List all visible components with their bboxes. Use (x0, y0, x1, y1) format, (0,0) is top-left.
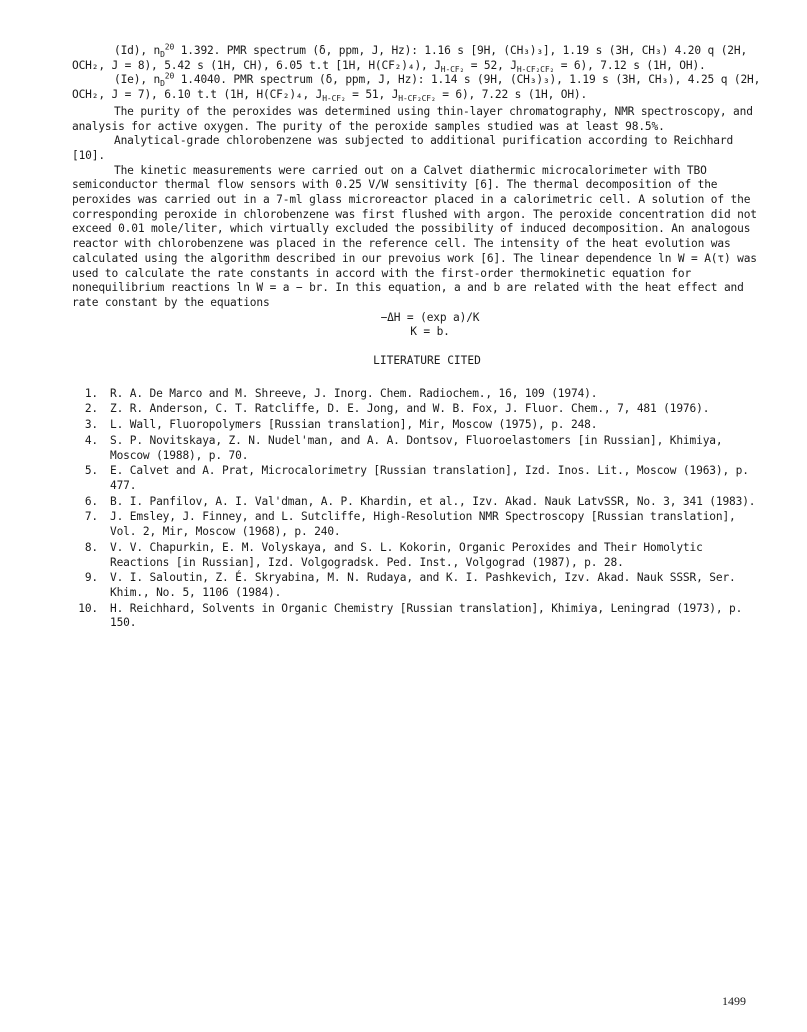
reference-text: E. Calvet and A. Prat, Microcalorimetry [Russian translation], Izd. Inos. Lit., Moscow (1963), p. 477. (110, 464, 749, 492)
reference-item (72, 418, 762, 433)
reference-item (72, 387, 762, 402)
reference-item (72, 402, 762, 417)
reference-text: V. V. Chapurkin, E. M. Volyskaya, and S. L. Kokorin, Organic Peroxides and Their Homolytic Reactions [in Russian], Izd. Volgogradsk. Ped. Inst., Volgograd (1987), p. 28. (110, 540, 703, 569)
reference-number: 6. (84, 494, 98, 508)
purity-paragraph: The purity of the peroxides was determined using thin-layer chromatography, NMR spectroscopy, and analysis for active oxygen. The purity of the peroxide samples studied was at least 98.5%. (72, 104, 753, 133)
compound-id-end: = 6), 7.12 s (1H, OH). (554, 58, 706, 72)
reference-number: 4. (84, 433, 98, 447)
reference-item (72, 434, 762, 463)
reference-text: H. Reichhard, Solvents in Organic Chemistry [Russian translation], Khimiya, Leningrad (1973), p. 150. (110, 601, 743, 630)
reference-item (72, 541, 762, 570)
reference-number: 9. (84, 571, 98, 585)
coupling-subscript: H-CF₂CF₂ (516, 64, 555, 74)
page-body (72, 44, 762, 632)
reference-number: 2. (84, 402, 98, 416)
coupling-subscript: H-CF₂ (322, 94, 346, 104)
reference-item (72, 571, 762, 600)
refractive-superscript: 20 (164, 42, 175, 52)
reference-text: R. A. De Marco and M. Shreeve, J. Inorg. Chem. Radiochem., 16, 109 (1974). (110, 386, 598, 400)
compound-id-coupling: = 52, J (464, 58, 517, 72)
reference-number: 5. (84, 464, 98, 478)
refractive-superscript: 20 (164, 71, 175, 81)
reference-item (72, 495, 762, 510)
equation-rate-constant: K = b. (410, 325, 450, 339)
kinetics-paragraph: The kinetic measurements were carried out on a Calvet diathermic microcalorimeter with TBO semiconductor thermal flow sensors with 0.25 V/W sensitivity [6]. The thermal decomposition of the peroxides was carried out in a 7-ml glass microreactor placed in a calorimetric cell. A solution of the corresponding peroxide in chlorobenzene was first flushed with argon. The peroxide concentration did not exceed 0.01 mole/liter, which virtually excluded the possibility of induced decomposition. An analogous reactor with chlorobenzene was placed in the reference cell. The intensity of the heat evolution was calculated using the algorithm described in our prevoius work [6]. The linear dependence ln W = A(τ) was used to calculate the rate constants in accord with the first-order thermokinetic equation for nonequilibrium reactions ln W = a − br. In this equation, a and b are related with the heat effect and rate constant by the equations (72, 163, 757, 309)
chlorobenzene-paragraph: Analytical-grade chlorobenzene was subjected to additional purification according to Reichhard [10]. (72, 134, 734, 162)
reference-item (72, 602, 762, 631)
reference-text: J. Emsley, J. Finney, and L. Sutcliffe, High-Resolution NMR Spectroscopy [Russian translation], Vol. 2, Mir, Moscow (1968), p. 240. (110, 510, 736, 539)
reference-text: L. Wall, Fluoropolymers [Russian translation], Mir, Moscow (1975), p. 248. (110, 418, 598, 432)
compound-ie-text: (Ie), n (114, 73, 161, 87)
reference-text: B. I. Panfilov, A. I. Val'dman, A. P. Khardin, et al., Izv. Akad. Nauk LatvSSR, No. 3, 341 (1983). (110, 494, 756, 508)
compound-ie-end: = 6), 7.22 s (1H, OH). (435, 88, 588, 102)
compound-ie-paragraph (72, 73, 762, 102)
reference-item (72, 510, 762, 539)
reference-number: 1. (84, 386, 98, 400)
compound-id-paragraph (72, 44, 762, 73)
literature-heading: LITERATURE CITED (373, 354, 481, 368)
reference-number: 8. (84, 540, 98, 554)
reference-text: S. P. Novitskaya, Z. N. Nudel'man, and A. A. Dontsov, Fluoroelastomers [in Russian], Khimiya, Moscow (1988), p. 70. (110, 433, 723, 462)
reference-number: 7. (84, 510, 98, 524)
compound-id-text: (Id), n (114, 44, 161, 57)
compound-ie-spectrum: 1.4040. PMR spectrum (δ, ppm, J, Hz): 1.14 s (9H, (CH₃)₃), 1.19 s (3H, CH₃), 4.25 q (2H, OCH₂, J = 7), 6.10 t.t (1H, H(CF₂)₄, J (72, 73, 761, 102)
reference-text: V. I. Saloutin, Z. É. Skryabina, M. N. Rudaya, and K. I. Pashkevich, Izv. Akad. Nauk SSSR, Ser. Khim., No. 5, 1106 (1984). (110, 571, 736, 599)
coupling-subscript: H-CF₂CF₂ (398, 94, 436, 104)
compound-ie-coupling: = 51, J (345, 88, 399, 102)
reference-number: 3. (84, 418, 98, 432)
equation-enthalpy: −ΔH = (exp a)/K (380, 310, 480, 324)
refractive-subscript: D (160, 50, 165, 60)
refractive-subscript: D (160, 79, 165, 89)
coupling-subscript: H-CF₂ (440, 64, 465, 74)
reference-text: Z. R. Anderson, C. T. Ratcliffe, D. E. Jong, and W. B. Fox, J. Fluor. Chem., 7, 481 (1976). (110, 402, 710, 416)
reference-number: 10. (78, 601, 98, 615)
reference-list (72, 387, 762, 631)
page-number: 1499 (722, 994, 746, 1008)
reference-item (72, 464, 762, 493)
compound-id-spectrum: 1.392. PMR spectrum (δ, ppm, J, Hz): 1.16 s [9H, (CH₃)₃], 1.19 s (3H, CH₃) 4.20 q (2H, OCH₂, J = 8), 5.42 s (1H, CH), 6.05 t.t [1H, H(CF₂)₄), J (72, 44, 748, 72)
